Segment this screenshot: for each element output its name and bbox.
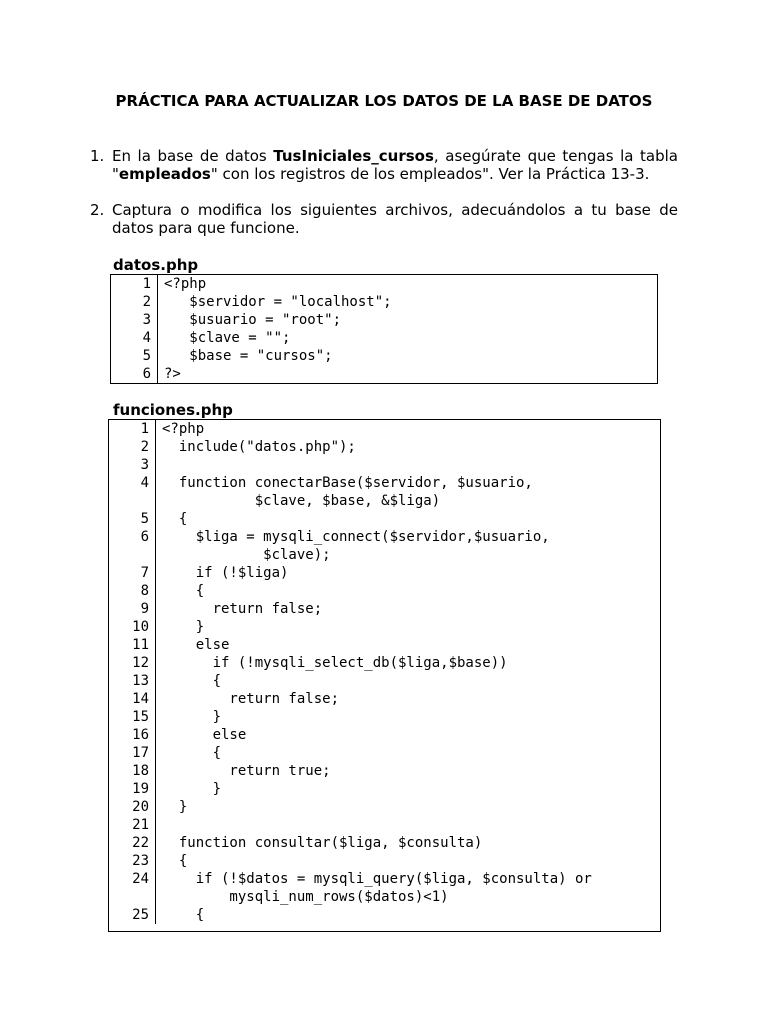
instruction-number: 1.	[90, 147, 105, 165]
page-title: PRÁCTICA PARA ACTUALIZAR LOS DATOS DE LA BASE DE DATOS	[115, 92, 653, 110]
line-number: 14	[109, 690, 156, 708]
code-text: function conectarBase($servidor, $usuario,	[162, 475, 533, 491]
code-text: if (!$liga)	[162, 565, 289, 581]
code-text	[156, 456, 661, 474]
line-number: 21	[109, 816, 156, 834]
code-text: {	[162, 853, 188, 869]
code-line	[109, 798, 660, 816]
code-line	[109, 744, 660, 762]
code-line	[109, 726, 660, 744]
code-text: $liga = mysqli_connect($servidor,$usuario,	[162, 529, 550, 545]
line-number: 20	[109, 798, 156, 816]
code-line	[111, 275, 657, 293]
line-number: 2	[111, 293, 158, 311]
code-text: }	[162, 799, 188, 815]
code-line	[109, 780, 660, 798]
line-number: 17	[109, 744, 156, 762]
code-text: $base = "cursos";	[164, 348, 333, 364]
code-line	[109, 852, 660, 870]
code-text: {	[162, 673, 222, 689]
code-line	[109, 564, 660, 582]
line-number: 1	[109, 420, 156, 438]
line-number: 4	[111, 329, 158, 347]
code-text	[156, 816, 661, 834]
code-line	[109, 582, 660, 600]
code-text: $clave, $base, &$liga)	[162, 493, 441, 509]
line-number: 6	[111, 365, 158, 383]
instruction-1	[90, 147, 678, 183]
code-line	[109, 834, 660, 852]
code-listing-funciones	[108, 419, 661, 932]
line-number: 22	[109, 834, 156, 852]
code-text: mysqli_num_rows($datos)<1)	[162, 889, 449, 905]
code-line	[109, 546, 660, 564]
code-line	[111, 311, 657, 329]
code-text: else	[162, 727, 247, 743]
instruction-text	[112, 201, 678, 237]
line-number: 3	[111, 311, 158, 329]
line-number: 24	[109, 870, 156, 888]
code-line	[109, 636, 660, 654]
code-line	[109, 456, 660, 474]
code-text: }	[162, 781, 222, 797]
line-number: 12	[109, 654, 156, 672]
code-text: if (!$datos = mysqli_query($liga, $consulta) or	[162, 871, 592, 887]
code-text: $clave = "";	[164, 330, 291, 346]
line-number: 15	[109, 708, 156, 726]
code-line	[109, 888, 660, 906]
code-text: if (!mysqli_select_db($liga,$base))	[162, 655, 508, 671]
code-text: <?php	[162, 421, 205, 437]
code-text: else	[162, 637, 230, 653]
database-name: TusIniciales_cursos	[273, 147, 434, 165]
line-number: 11	[109, 636, 156, 654]
line-number: 4	[109, 474, 156, 492]
code-line	[111, 365, 657, 383]
code-text: return false;	[162, 601, 323, 617]
code-line	[109, 672, 660, 690]
code-text: {	[162, 583, 205, 599]
code-text: include("datos.php");	[162, 439, 356, 455]
code-table	[111, 275, 657, 383]
code-line	[109, 600, 660, 618]
instruction-line	[112, 165, 678, 183]
code-text: $clave);	[162, 547, 331, 563]
line-number: 6	[109, 528, 156, 546]
code-line	[109, 654, 660, 672]
code-text: }	[162, 709, 222, 725]
text-run: , asegúrate que tengas la tabla	[433, 147, 678, 165]
code-line	[109, 438, 660, 456]
code-listing-datos	[110, 274, 658, 384]
code-text: {	[162, 907, 205, 923]
line-number	[109, 888, 156, 906]
line-number: 16	[109, 726, 156, 744]
text-run: " con los registros de los empleados". Ver la Práctica 13-3.	[210, 165, 650, 183]
code-line	[109, 816, 660, 834]
line-number	[109, 546, 156, 564]
code-text: {	[162, 511, 188, 527]
instruction-text	[112, 147, 678, 183]
line-number: 1	[111, 275, 158, 293]
code-text: {	[162, 745, 222, 761]
text-run: "	[112, 165, 119, 183]
code-text: return false;	[162, 691, 340, 707]
code-line	[109, 690, 660, 708]
line-number: 9	[109, 600, 156, 618]
code-line	[109, 528, 660, 546]
code-line	[109, 708, 660, 726]
code-text: function consultar($liga, $consulta)	[162, 835, 483, 851]
line-number: 5	[111, 347, 158, 365]
file-label-funciones: funciones.php	[113, 401, 233, 419]
code-text: <?php	[164, 276, 207, 292]
line-number: 2	[109, 438, 156, 456]
instruction-line	[112, 147, 678, 165]
code-table	[109, 420, 660, 924]
instruction-line: datos para que funcione.	[112, 219, 300, 237]
code-line	[109, 510, 660, 528]
line-number: 7	[109, 564, 156, 582]
code-line	[109, 870, 660, 888]
line-number: 25	[109, 906, 156, 924]
line-number: 19	[109, 780, 156, 798]
text-run: En la base de datos	[112, 147, 274, 165]
file-label-datos: datos.php	[113, 256, 199, 274]
line-number: 3	[109, 456, 156, 474]
code-text: return true;	[162, 763, 331, 779]
code-line	[111, 329, 657, 347]
code-line	[109, 618, 660, 636]
code-line	[109, 492, 660, 510]
code-line	[111, 293, 657, 311]
line-number: 5	[109, 510, 156, 528]
instruction-2	[90, 201, 678, 237]
code-line	[109, 906, 660, 924]
table-name: empleados	[118, 165, 211, 183]
code-text: ?>	[164, 366, 181, 382]
code-text: }	[162, 619, 205, 635]
code-line	[111, 347, 657, 365]
line-number: 23	[109, 852, 156, 870]
code-line	[109, 420, 660, 438]
line-number: 18	[109, 762, 156, 780]
code-text: $servidor = "localhost";	[164, 294, 392, 310]
instruction-line: Captura o modifica los siguientes archivos, adecuándolos a tu base de	[112, 201, 678, 219]
line-number: 10	[109, 618, 156, 636]
code-line	[109, 474, 660, 492]
code-text: $usuario = "root";	[164, 312, 342, 328]
line-number	[109, 492, 156, 510]
line-number: 8	[109, 582, 156, 600]
line-number: 13	[109, 672, 156, 690]
instruction-number: 2.	[90, 201, 105, 219]
code-line	[109, 762, 660, 780]
